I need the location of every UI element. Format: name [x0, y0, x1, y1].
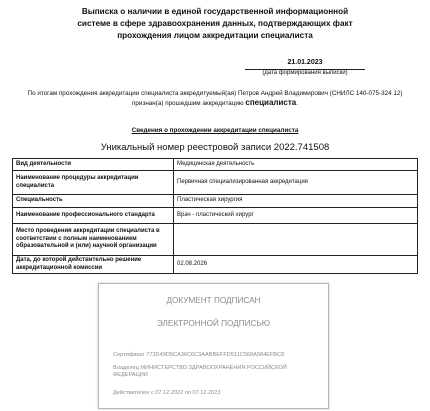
title-line-3: прохождения лицом аккредитации специалиста [117, 31, 313, 40]
row-label: Дата, до которой действительно решение аккредитационной комиссии [13, 256, 174, 274]
registry-number: Уникальный номер реестровой записи 2022.741508 [100, 142, 330, 153]
row-label: Специальность [13, 195, 174, 208]
stamp-validity: Действителен с 07.12.2022 по 07.12.2023 [113, 390, 221, 396]
document-title [60, 6, 370, 42]
intro-text-part2: признан(а) прошедшим аккредитацию [132, 100, 244, 107]
row-value: 02.08.2026 [174, 256, 418, 274]
intro-text-end: . [296, 100, 298, 107]
table-row [13, 195, 418, 208]
formation-date: 21.01.2023 [287, 59, 323, 66]
row-value: Пластическая хирургия [174, 195, 418, 208]
row-label: Место проведения аккредитации специалиста в соответствии с полным наименованием образовательной и (или) научной организации [13, 224, 174, 256]
row-value [174, 224, 418, 256]
electronic-signature-stamp [98, 283, 329, 409]
formation-date-caption: (дата формирования выписки) [262, 70, 348, 76]
row-label: Наименование профессионального стандарта [13, 208, 174, 224]
title-line-2: системе в сфере здравоохранения данных, подтверждающих факт [77, 19, 353, 28]
intro-line-2 [12, 98, 418, 108]
accreditation-table [12, 158, 418, 274]
stamp-certificate: Сертификат 773D49D5CA36C6C3AABBEFFD511C568A584EFBC8 [113, 352, 285, 358]
table-row [13, 256, 418, 274]
row-value: Медицинская деятельность [174, 159, 418, 171]
table-row [13, 159, 418, 171]
row-label: Вид деятельности [13, 159, 174, 171]
intro-specialist-word: специалиста [245, 98, 297, 107]
row-value: Первичная специализированная аккредитация [174, 171, 418, 195]
title-line-1: Выписка о наличии в единой государственной информационной [81, 7, 349, 16]
intro-paragraph [12, 89, 418, 108]
stamp-owner: Владелец МИНИСТЕРСТВО ЗДРАВООХРАНЕНИЯ РОССИЙСКОЙ ФЕДЕРАЦИИ [113, 365, 287, 379]
table-row [13, 208, 418, 224]
table-row [13, 224, 418, 256]
row-value: Врач - пластический хирург [174, 208, 418, 224]
section-title: Сведения о прохождении аккредитации специалиста [131, 127, 299, 134]
stamp-line-1: ДОКУМЕНТ ПОДПИСАН [166, 296, 261, 305]
stamp-line-2: ЭЛЕКТРОННОЙ ПОДПИСЬЮ [156, 319, 271, 328]
row-label: Наименование процедуры аккредитации специалиста [13, 171, 174, 195]
table-row [13, 171, 418, 195]
intro-line-1: По итогам прохождения аккредитации специалиста аккредитуемый(ая) Петров Андрей Владимирович (СНИЛС 140-075-324 12) [27, 90, 403, 97]
